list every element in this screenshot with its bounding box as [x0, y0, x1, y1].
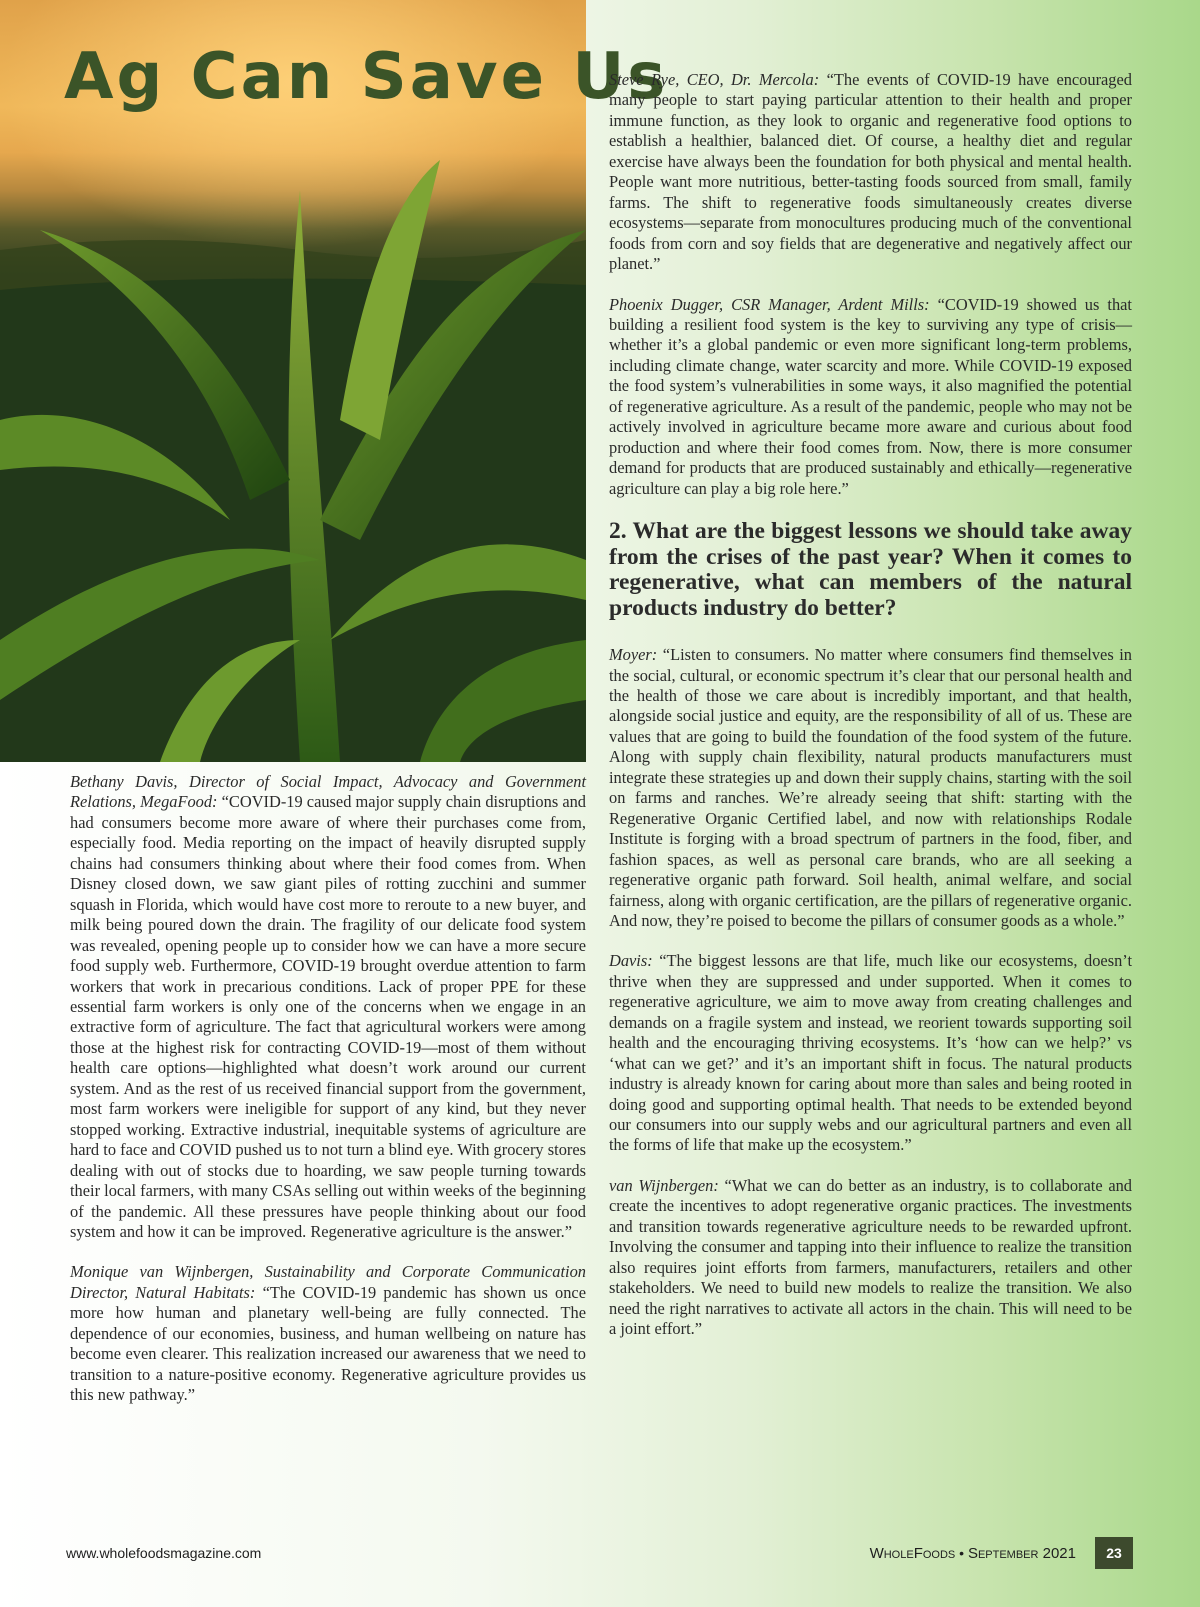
- quote-text: “The events of COVID-19 have encouraged many people to start paying particular attention to their health and proper immune function, as they look to organic and regenerative food options to establish a healthier, balanced diet. Of course, a healthy diet and regular exercise have always been the foundation for both physical and mental health. People want more nutritious, better-tasting foods sourced from small, family farms. The shift to regenerative foods simultaneously creates diverse ecosystems—separate from monocultures producing much of the conventional foods from corn and soy fields that are degenerative and negatively affect our planet.”: [609, 70, 1132, 274]
- quote-text: “COVID-19 caused major supply chain disruptions and had consumers become more aware of where their purchases come from, especially food. Media reporting on the impact of heavily disrupted supply chains had consumers thinking about where their food comes from. When Disney closed down, we saw giant piles of rotting zucchini and summer squash in Florida, which would have cost more to reroute to a new buyer, and milk being poured down the drain. The fragility of our delicate food system was revealed, opening people up to consider how we can have a more secure food supply web. Furthermore, COVID-19 brought overdue attention to farm workers that work in precarious conditions. Lack of proper PPE for these essential farm workers is only one of the concerns when we engage in an extractive form of agriculture. The fact that agricultural workers were among those at the highest risk for contracting COVID-19—most of them without health care options—highlighted what doesn’t work around our current system. And as the rest of us received financial support from the government, most farm workers were ineligible for support of any kind, but they never stopped working. Extractive industrial, inequitable systems of agriculture are hard to face and COVID pushed us to not turn a blind eye. With grocery stores dealing with out of stocks due to hoarding, we saw people turning towards their local farmers, with many CSAs selling out within weeks of the beginning of the pandemic. All these pressures have people thinking about our food system and how it can be improved. Regenerative agriculture is the answer.”: [70, 792, 586, 1241]
- right-column: [609, 70, 1132, 1360]
- quote-speaker: Davis:: [609, 951, 653, 971]
- question-heading: 2. What are the biggest lessons we should take away from the crises of the past year? When it comes to regenerative, what can members of the natural products industry do better?: [609, 518, 1132, 621]
- quote-text: “COVID-19 showed us that building a resilient food system is the key to surviving any type of crisis—whether it’s a global pandemic or even more significant long-term problems, including climate change, water scarcity and more. While COVID-19 exposed the food system’s vulnerabilities in some ways, it also magnified the potential of regenerative agriculture. As a result of the pandemic, people who may not be actively involved in agriculture became more aware and curious about food production and where their food comes from. Now, there is more consumer demand for products that are produced sustainably and ethically—regenerative agriculture can play a big role here.”: [609, 294, 1132, 498]
- quote-text: “The COVID-19 pandemic has shown us once more how human and planetary well-being are fully connected. The dependence of our economies, business, and human wellbeing on nature has become even clearer. This realization increased our awareness that we need to transition to a nature-positive economy. Regenerative agriculture provides us this new pathway.”: [70, 1282, 586, 1405]
- issue-date: September 2021: [967, 1545, 1076, 1562]
- magazine-name: WholeFoods: [869, 1545, 956, 1562]
- quote-speaker: van Wijnbergen:: [609, 1175, 719, 1195]
- quote-rye: [609, 70, 1132, 275]
- quote-van-wijnbergen: [70, 1262, 586, 1405]
- quote-davis-2: [609, 951, 1132, 1156]
- quote-speaker: Bethany Davis, Director of Social Impact, Advocacy and Government Relations, MegaFood:: [70, 772, 586, 812]
- headline: Ag Can Save Us: [64, 40, 669, 114]
- left-column: [70, 772, 586, 1426]
- quote-text: “Listen to consumers. No matter where consumers find themselves in the social, cultural, or economic spectrum it’s clear that our personal health and the health of those we care about is incredibly important, and that health, alongside social justice and equity, are the responsibility of all of us. These are values that are going to build the foundation of the food system of the future. Along with supply chain flexibility, natural products manufacturers must integrate these strategies up and down their supply chains, starting with the soil on farms and ranches. We’re already seeing that shift: starting with the Regenerative Organic Certified label, and now with relationships Rodale Institute is forging with a broad spectrum of partners in the food, fiber, and fashion spaces, as well as personal care brands, who are all seeking a regenerative organic path forward. Soil health, animal welfare, and social fairness, along with organic certification, are the pillars of regenerative organic. And now, they’re poised to become the pillars of consumer goods as a whole.”: [609, 645, 1132, 930]
- quote-text: “What we can do better as an industry, is to collaborate and create the incentives to adopt regenerative organic practices. The investments and transition towards regenerative agriculture needs to be rewarded upfront. Involving the consumer and tapping into their influence to realize the transition also requires joint efforts from farmers, manufacturers, retailers and other stakeholders. We need to build new models to realize the transition. We also need the right narratives to activate all actors in the chain. This will need to be a joint effort.”: [609, 1175, 1132, 1339]
- quote-speaker: Steve Rye, CEO, Dr. Mercola:: [609, 70, 820, 89]
- corn-leaves-illustration: [0, 0, 586, 762]
- quote-speaker: Phoenix Dugger, CSR Manager, Ardent Mills:: [609, 294, 930, 314]
- footer-issue: WholeFoods • September 2021: [869, 1545, 1076, 1562]
- quote-van-wijnbergen-2: [609, 1176, 1132, 1340]
- page-number: 23: [1095, 1537, 1133, 1569]
- quote-text: “The biggest lessons are that life, much like our ecosystems, doesn’t thrive when they are suppressed and under supported. When it comes to regenerative agriculture, we aim to move away from creating challenges and demands on a fragile system and instead, we reorient towards supporting soil health and the encouraging thriving ecosystems. It’s ‘how can we help?’ vs ‘what can we get?’ and it’s an important shift in focus. The natural products industry is already known for caring about more than sales and being rooted in doing good and supporting optimal health. That needs to be extended beyond our consumers into our supply webs and our agricultural partners and even all the forms of life that make up the ecosystem.”: [609, 951, 1132, 1155]
- quote-dugger: [609, 295, 1132, 500]
- quote-moyer: [609, 645, 1132, 931]
- quote-speaker: Moyer:: [609, 645, 658, 665]
- quote-speaker: Monique van Wijnbergen, Sustainability and Corporate Communication Director, Natural Habitats:: [70, 1262, 586, 1302]
- footer-url[interactable]: www.wholefoodsmagazine.com: [66, 1545, 262, 1561]
- quote-davis: [70, 772, 586, 1242]
